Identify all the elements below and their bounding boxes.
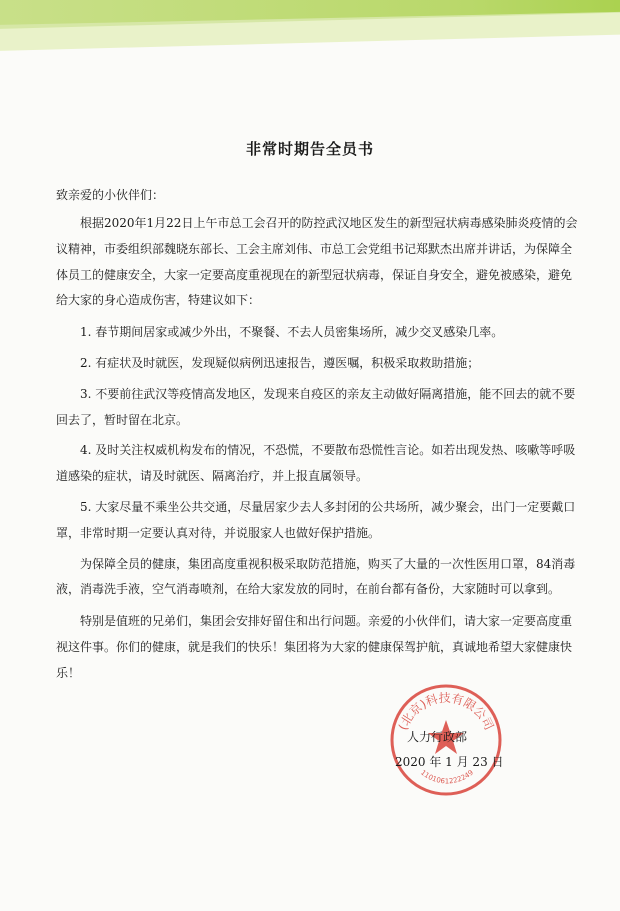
list-item: 5. 大家尽量不乘坐公共交通，尽量居家少去人多封闭的公共场所，减少聚会，出门一定要戴口罩，非常时期一定要认真对待，并说服家人也做好保护措施。 (56, 499, 576, 540)
list-item: 1. 春节期间居家或减少外出，不聚餐、不去人员密集场所，减少交叉感染几率。 (80, 325, 504, 340)
intro-paragraph: 根据2020年1月22日上午市总工会召开的防控武汉地区发生的新型冠状病毒感染肺炎疫情的会议精神，市委组织部魏晓东部长、工会主席刘伟、市总工会党组书记郑默杰出席并讲话，为保障全体员工的健康安全，大家一定要高度重视现在的新型冠状病毒，保证自身安全，避免被感染，避免给大家的身心造成伤害，特建议如下： (56, 216, 578, 308)
seal-number: 1101061222249 (419, 768, 475, 786)
greeting: 致亲爱的小伙伴们： (56, 188, 165, 202)
signature-date: 2020 年 1 月 23 日 (395, 755, 504, 769)
signature-department: 人力行政部 (407, 730, 468, 744)
seal-text: (北京)科技有限公司 (395, 690, 497, 733)
closing-paragraph: 为保障全员的健康，集团高度重视积极采取防范措施，购买了大量的一次性医用口罩，84消毒液，消毒洗手液，空气消毒喷剂，在给大家发放的同时，在前台都有备份，大家随时可以拿到。 (56, 556, 576, 597)
closing-paragraph: 特别是值班的兄弟们，集团会安排好留住和出行问题。亲爱的小伙伴们，请大家一定要高度重视这件事。你们的健康，就是我们的快乐！集团将为大家的健康保驾护航，真诚地希望大家健康快乐！ (56, 614, 573, 680)
page-title: 非常时期告全员书 (245, 140, 374, 158)
list-item: 4. 及时关注权威机构发布的情况，不恐慌，不要散布恐慌性言论。如若出现发热、咳嗽等呼吸道感染的症状，请及时就医、隔离治疗，并上报直属领导。 (56, 443, 576, 484)
signature-block (395, 725, 504, 775)
list-item: 2. 有症状及时就医，发现疑似病例迅速报告，遵医嘱，积极采取救助措施； (80, 355, 480, 370)
header-decoration (0, 0, 620, 92)
list-item: 3. 不要前往武汉等疫情高发地区，发现来自疫区的亲友主动做好隔离措施，能不回去的就不要回去了，暂时留在北京。 (56, 386, 576, 427)
letter-body (56, 211, 580, 693)
